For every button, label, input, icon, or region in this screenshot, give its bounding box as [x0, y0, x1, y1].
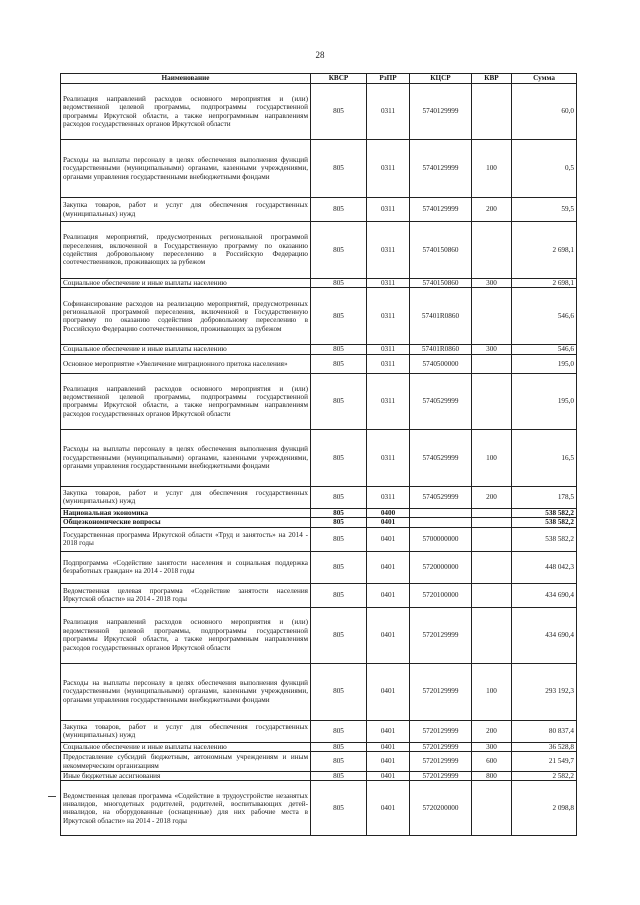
cell-name: Социальное обеспечение и иные выплаты населению	[61, 742, 311, 751]
cell-sum: 21 549,7	[512, 752, 577, 772]
cell-kvsr: 805	[311, 354, 367, 373]
cell-kvr: 200	[472, 720, 512, 742]
cell-kvr	[472, 781, 512, 836]
cell-kvsr: 805	[311, 663, 367, 720]
cell-kvr	[472, 518, 512, 527]
margin-mark	[48, 796, 56, 797]
cell-sum: 178,5	[512, 486, 577, 508]
cell-kvr: 300	[472, 279, 512, 288]
cell-kcsr: 5740129999	[410, 140, 472, 198]
table-row	[61, 508, 577, 517]
table-row	[61, 607, 577, 663]
cell-kvsr: 805	[311, 279, 367, 288]
cell-sum: 60,0	[512, 84, 577, 140]
cell-kvsr: 805	[311, 607, 367, 663]
cell-kvsr: 805	[311, 518, 367, 527]
cell-rzpr: 0401	[367, 607, 410, 663]
cell-sum: 80 837,4	[512, 720, 577, 742]
cell-rzpr: 0401	[367, 772, 410, 781]
cell-kcsr: 57401R0860	[410, 345, 472, 354]
cell-name: Реализация направлений расходов основного мероприятия и (или) ведомственной целевой программы, подпрограммы государственной программы Иркутской области, а также непрограммным направлениям расходов государственных органов Иркутской области	[61, 373, 311, 429]
cell-rzpr: 0401	[367, 720, 410, 742]
cell-sum: 195,0	[512, 354, 577, 373]
cell-kcsr: 5700000000	[410, 527, 472, 551]
table-row	[61, 288, 577, 345]
table-row	[61, 373, 577, 429]
cell-sum: 293 192,3	[512, 663, 577, 720]
column-header-kvsr: КВСР	[311, 74, 367, 84]
cell-kvsr: 805	[311, 752, 367, 772]
cell-sum: 16,5	[512, 429, 577, 486]
cell-kvr	[472, 551, 512, 583]
cell-sum: 546,6	[512, 288, 577, 345]
cell-kcsr: 5740529999	[410, 429, 472, 486]
cell-kvr	[472, 583, 512, 607]
cell-sum: 2 582,2	[512, 772, 577, 781]
table-row	[61, 742, 577, 751]
cell-name: Социальное обеспечение и иные выплаты населению	[61, 345, 311, 354]
page-number: 28	[315, 50, 325, 60]
cell-name: Расходы на выплаты персоналу в целях обеспечения выполнения функций государственными (муниципальными) органами, казенными учреждениями, органами управления государственными внебюджетными фондами	[61, 663, 311, 720]
table-row	[61, 527, 577, 551]
cell-kvsr: 805	[311, 345, 367, 354]
cell-name: Реализация направлений расходов основного мероприятия и (или) ведомственной целевой программы, подпрограммы государственной программы Иркутской области, а также непрограммным направлениям расходов государственных органов Иркутской области	[61, 84, 311, 140]
cell-rzpr: 0311	[367, 373, 410, 429]
cell-name: Реализация направлений расходов основного мероприятия и (или) ведомственной целевой программы, подпрограммы государственной программы Иркутской области, а также непрограммным направлениям расходов государственных органов Иркутской области	[61, 607, 311, 663]
cell-kcsr	[410, 518, 472, 527]
cell-name: Общеэкономические вопросы	[61, 518, 311, 527]
cell-rzpr: 0311	[367, 222, 410, 279]
cell-name: Государственная программа Иркутской области «Труд и занятость» на 2014 - 2018 годы	[61, 527, 311, 551]
table-row	[61, 140, 577, 198]
cell-sum: 36 528,8	[512, 742, 577, 751]
cell-rzpr: 0311	[367, 140, 410, 198]
cell-kcsr: 5720000000	[410, 551, 472, 583]
cell-rzpr: 0311	[367, 429, 410, 486]
cell-kcsr: 5740150860	[410, 279, 472, 288]
cell-kvr	[472, 373, 512, 429]
cell-rzpr: 0400	[367, 508, 410, 517]
cell-kcsr: 5740529999	[410, 486, 472, 508]
cell-name: Софинансирование расходов на реализацию мероприятий, предусмотренных региональной программой переселения, включенной в Государственную программу по оказанию содействия добровольному переселению в Российскую Федерацию соотечественников, проживающих за рубежом	[61, 288, 311, 345]
cell-kvsr: 805	[311, 781, 367, 836]
cell-name: Иные бюджетные ассигнования	[61, 772, 311, 781]
cell-rzpr: 0401	[367, 583, 410, 607]
cell-kvsr: 805	[311, 222, 367, 279]
cell-kvr	[472, 527, 512, 551]
cell-kvsr: 805	[311, 429, 367, 486]
table-row	[61, 486, 577, 508]
cell-name: Закупка товаров, работ и услуг для обеспечения государственных (муниципальных) нужд	[61, 486, 311, 508]
cell-sum: 59,5	[512, 198, 577, 222]
cell-kcsr: 5720129999	[410, 752, 472, 772]
table-row	[61, 354, 577, 373]
cell-kvr	[472, 354, 512, 373]
cell-kvr: 200	[472, 198, 512, 222]
cell-name: Закупка товаров, работ и услуг для обеспечения государственных (муниципальных) нужд	[61, 720, 311, 742]
cell-rzpr: 0311	[367, 345, 410, 354]
cell-name: Расходы на выплаты персоналу в целях обеспечения выполнения функций государственными (муниципальными) органами, казенными учреждениями, органами управления государственными внебюджетными фондами	[61, 429, 311, 486]
cell-sum: 2 698,1	[512, 222, 577, 279]
cell-kcsr: 57401R0860	[410, 288, 472, 345]
cell-name: Ведомственная целевая программа «Содействие в трудоустройстве незанятых инвалидов, многодетных родителей, родителей, воспитывающих детей-инвалидов, на оборудованные (оснащенные) для них рабочие места в Иркутской области» на 2014 - 2018 годы	[61, 781, 311, 836]
cell-kvsr: 805	[311, 288, 367, 345]
cell-rzpr: 0311	[367, 354, 410, 373]
cell-kvr: 100	[472, 429, 512, 486]
table-row	[61, 222, 577, 279]
cell-sum: 538 582,2	[512, 527, 577, 551]
cell-rzpr: 0311	[367, 279, 410, 288]
cell-kvsr: 805	[311, 486, 367, 508]
cell-name: Ведомственная целевая программа «Содействие занятости населения Иркутской области» на 2014 - 2018 годы	[61, 583, 311, 607]
cell-rzpr: 0401	[367, 518, 410, 527]
cell-kvsr: 805	[311, 720, 367, 742]
cell-kvr	[472, 222, 512, 279]
cell-rzpr: 0311	[367, 198, 410, 222]
cell-name: Предоставление субсидий бюджетным, автономным учреждениям и иным некоммерческим организациям	[61, 752, 311, 772]
cell-kcsr: 5740529999	[410, 373, 472, 429]
cell-kcsr: 5720129999	[410, 663, 472, 720]
cell-rzpr: 0401	[367, 742, 410, 751]
budget-table	[60, 73, 577, 836]
cell-kvr	[472, 607, 512, 663]
cell-kcsr: 5720129999	[410, 772, 472, 781]
cell-kvr: 300	[472, 345, 512, 354]
cell-kcsr	[410, 508, 472, 517]
column-header-kvr: КВР	[472, 74, 512, 84]
cell-sum: 448 042,3	[512, 551, 577, 583]
column-header-rzpr: РзПР	[367, 74, 410, 84]
cell-kvsr: 805	[311, 198, 367, 222]
cell-kvr: 300	[472, 742, 512, 751]
cell-rzpr: 0311	[367, 486, 410, 508]
cell-kvsr: 805	[311, 373, 367, 429]
cell-sum: 434 690,4	[512, 607, 577, 663]
cell-kcsr: 5740150860	[410, 222, 472, 279]
cell-kvsr: 805	[311, 508, 367, 517]
table-row	[61, 781, 577, 836]
cell-sum: 546,6	[512, 345, 577, 354]
cell-rzpr: 0311	[367, 288, 410, 345]
cell-kcsr: 5720200000	[410, 781, 472, 836]
cell-sum: 0,5	[512, 140, 577, 198]
cell-rzpr: 0311	[367, 84, 410, 140]
cell-name: Расходы на выплаты персоналу в целях обеспечения выполнения функций государственными (муниципальными) органами, казенными учреждениями, органами управления государственными внебюджетными фондами	[61, 140, 311, 198]
cell-kcsr: 5720129999	[410, 720, 472, 742]
cell-kvsr: 805	[311, 583, 367, 607]
cell-kcsr: 5720129999	[410, 742, 472, 751]
cell-kcsr: 5720129999	[410, 607, 472, 663]
cell-sum: 195,0	[512, 373, 577, 429]
table-row	[61, 772, 577, 781]
cell-kcsr: 5740500000	[410, 354, 472, 373]
column-header-sum: Сумма	[512, 74, 577, 84]
cell-name: Закупка товаров, работ и услуг для обеспечения государственных (муниципальных) нужд	[61, 198, 311, 222]
table-row	[61, 720, 577, 742]
cell-rzpr: 0401	[367, 752, 410, 772]
cell-rzpr: 0401	[367, 781, 410, 836]
cell-sum: 2 698,1	[512, 279, 577, 288]
table-row	[61, 518, 577, 527]
cell-kvsr: 805	[311, 742, 367, 751]
cell-kvsr: 805	[311, 551, 367, 583]
cell-kvr: 100	[472, 663, 512, 720]
cell-name: Реализация мероприятий, предусмотренных региональной программой переселения, включенной в Государственную программу по оказанию содействия добровольному переселению в Российскую Федерацию соотечественников, проживающих за рубежом	[61, 222, 311, 279]
cell-kvr: 800	[472, 772, 512, 781]
cell-kvsr: 805	[311, 140, 367, 198]
cell-kvr	[472, 508, 512, 517]
table-header-row	[61, 74, 577, 84]
cell-kvsr: 805	[311, 84, 367, 140]
cell-sum: 434 690,4	[512, 583, 577, 607]
cell-sum: 538 582,2	[512, 518, 577, 527]
cell-kvsr: 805	[311, 772, 367, 781]
table-row	[61, 551, 577, 583]
cell-kvsr: 805	[311, 527, 367, 551]
table-row	[61, 279, 577, 288]
cell-kvr: 100	[472, 140, 512, 198]
cell-kvr	[472, 288, 512, 345]
cell-name: Основное мероприятие «Увеличение миграционного притока населения»	[61, 354, 311, 373]
cell-kcsr: 5720100000	[410, 583, 472, 607]
column-header-kcsr: КЦСР	[410, 74, 472, 84]
table-row	[61, 345, 577, 354]
table-row	[61, 663, 577, 720]
cell-sum: 538 582,2	[512, 508, 577, 517]
cell-name: Подпрограмма «Содействие занятости населения и социальная поддержка безработных граждан» на 2014 - 2018 годы	[61, 551, 311, 583]
cell-name: Социальное обеспечение и иные выплаты населению	[61, 279, 311, 288]
table-body	[61, 84, 577, 836]
cell-rzpr: 0401	[367, 551, 410, 583]
cell-rzpr: 0401	[367, 527, 410, 551]
table-row	[61, 429, 577, 486]
cell-kvr: 200	[472, 486, 512, 508]
cell-kvr: 600	[472, 752, 512, 772]
cell-rzpr: 0401	[367, 663, 410, 720]
cell-kvr	[472, 84, 512, 140]
column-header-name: Наименование	[61, 74, 311, 84]
cell-kcsr: 5740129999	[410, 84, 472, 140]
table-row	[61, 84, 577, 140]
table-row	[61, 583, 577, 607]
table-row	[61, 198, 577, 222]
table-row	[61, 752, 577, 772]
cell-sum: 2 098,8	[512, 781, 577, 836]
cell-kcsr: 5740129999	[410, 198, 472, 222]
cell-name: Национальная экономика	[61, 508, 311, 517]
